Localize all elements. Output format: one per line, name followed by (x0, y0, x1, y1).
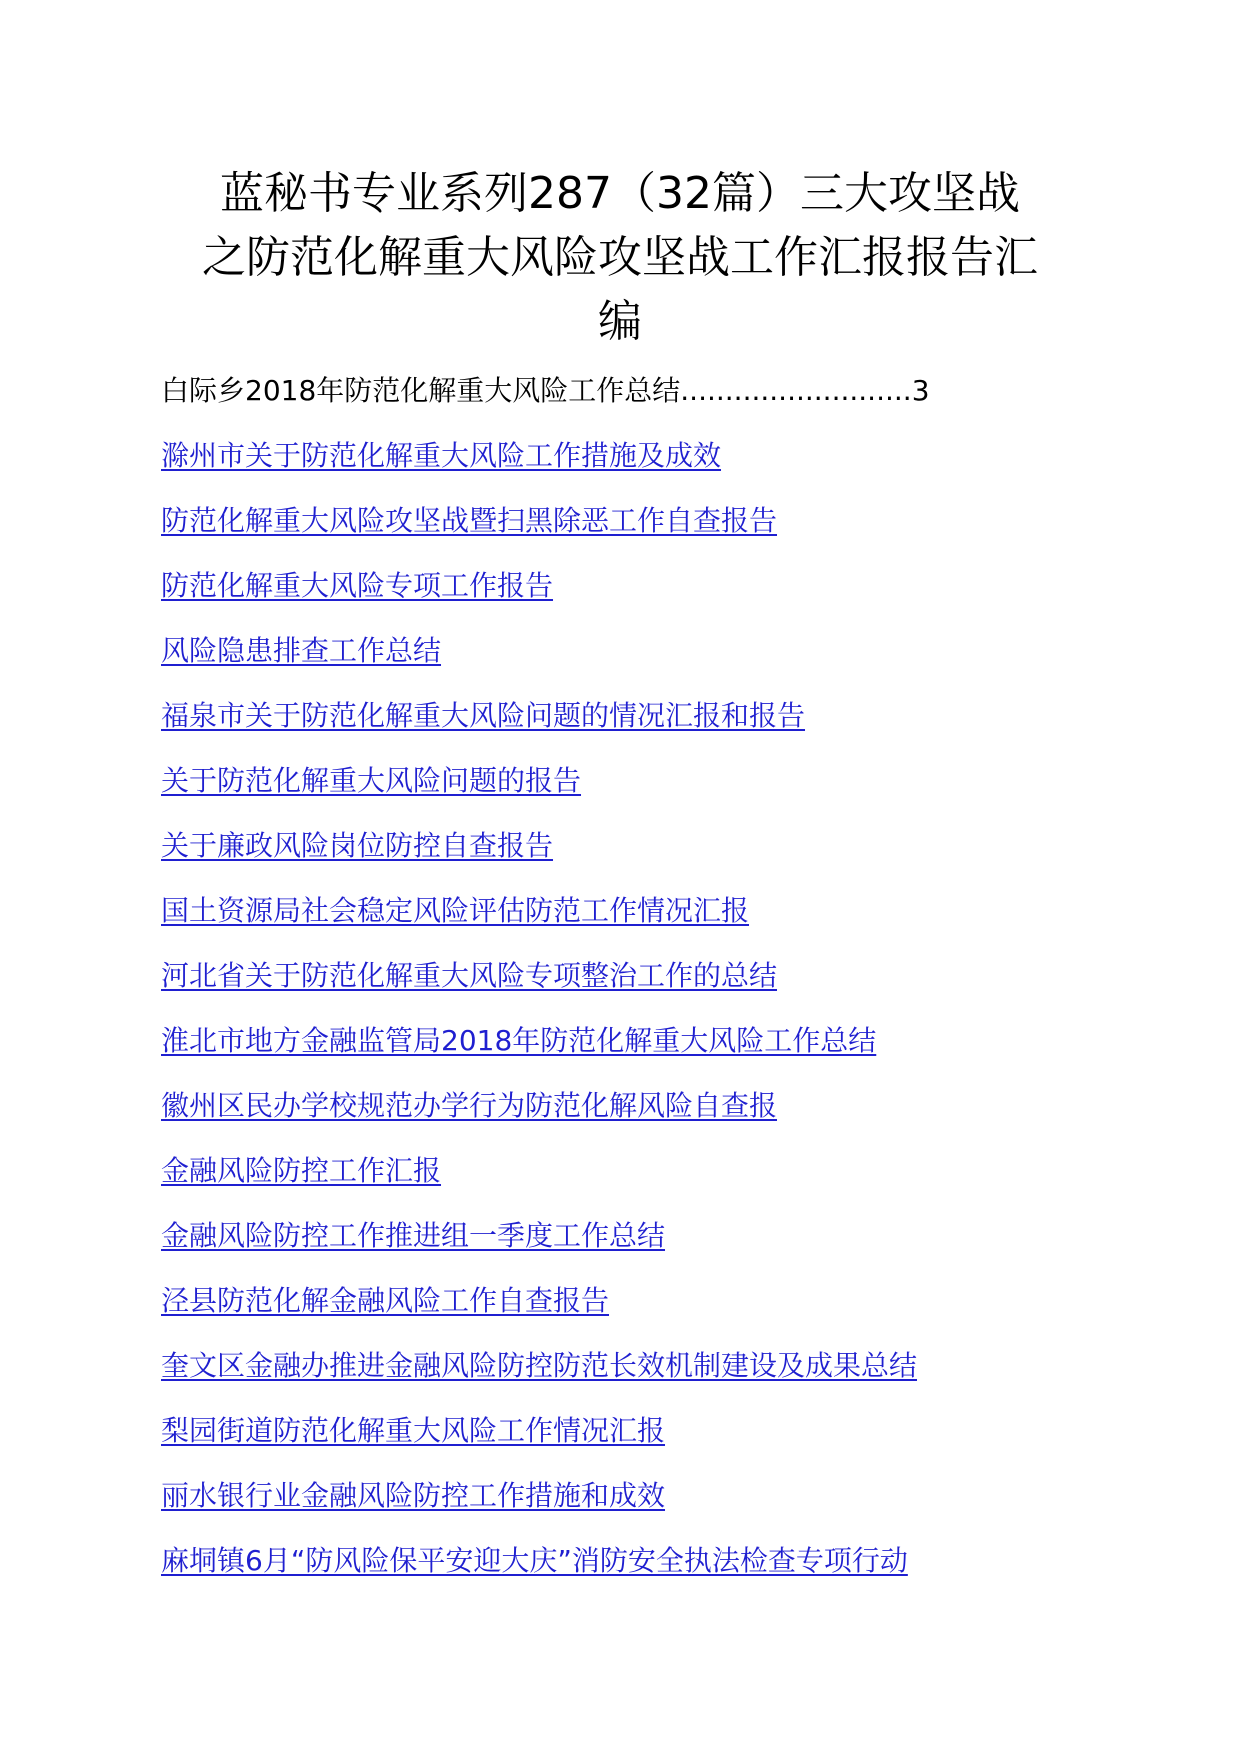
toc-entry (161, 1346, 1121, 1411)
toc-link[interactable]: 防范化解重大风险专项工作报告 (161, 569, 554, 602)
toc-entry (161, 1151, 1121, 1216)
toc-entry (161, 436, 1121, 501)
toc-link[interactable]: 徽州区民办学校规范办学行为防范化解风险自查报 (161, 1089, 778, 1122)
toc-entry (161, 826, 1121, 891)
toc-link[interactable]: 丽水银行业金融风险防控工作措施和成效 (161, 1479, 666, 1512)
toc-entry (161, 1541, 1121, 1606)
toc-link[interactable]: 金融风险防控工作汇报 (161, 1154, 442, 1187)
toc-entry (161, 1216, 1121, 1281)
toc-entry (161, 761, 1121, 826)
toc-entry (161, 891, 1121, 956)
toc-link[interactable]: 福泉市关于防范化解重大风险问题的情况汇报和报告 (161, 699, 806, 732)
toc-entry (161, 956, 1121, 1021)
toc-link[interactable]: 梨园街道防范化解重大风险工作情况汇报 (161, 1414, 666, 1447)
toc-entry-text: 白际乡2018年防范化解重大风险工作总结 (161, 374, 681, 407)
toc-entry (161, 696, 1121, 761)
toc-link[interactable]: 河北省关于防范化解重大风险专项整治工作的总结 (161, 959, 778, 992)
toc-link[interactable]: 金融风险防控工作推进组一季度工作总结 (161, 1219, 666, 1252)
toc-link[interactable]: 奎文区金融办推进金融风险防控防范长效机制建设及成果总结 (161, 1349, 918, 1382)
toc-entry (161, 1021, 1121, 1086)
toc-link[interactable]: 淮北市地方金融监管局2018年防范化解重大风险工作总结 (161, 1024, 877, 1057)
toc-link[interactable]: 滁州市关于防范化解重大风险工作措施及成效 (161, 439, 722, 472)
toc-link[interactable]: 防范化解重大风险攻坚战暨扫黑除恶工作自查报告 (161, 504, 778, 537)
toc-entry (161, 1281, 1121, 1346)
toc-page-number: 3 (911, 374, 930, 407)
toc-link[interactable]: 麻垌镇6月“防风险保平安迎大庆”消防安全执法检查专项行动 (161, 1544, 908, 1577)
toc-entry (161, 1086, 1121, 1151)
toc-link[interactable]: 关于廉政风险岗位防控自查报告 (161, 829, 554, 862)
toc-entry-first (161, 371, 1121, 436)
title-line-3: 编 (598, 296, 642, 347)
toc-leader-dots: .......................... (680, 374, 912, 407)
toc-link[interactable]: 泾县防范化解金融风险工作自查报告 (161, 1284, 610, 1317)
toc-entry (161, 566, 1121, 631)
toc-entry (161, 1411, 1121, 1476)
title-line-1: 蓝秘书专业系列287（32篇）三大攻坚战 (220, 168, 1020, 219)
toc-entry (161, 501, 1121, 566)
toc-entry (161, 1476, 1121, 1541)
toc-link[interactable]: 国土资源局社会稳定风险评估防范工作情况汇报 (161, 894, 750, 927)
toc-link[interactable]: 关于防范化解重大风险问题的报告 (161, 764, 582, 797)
table-of-contents (161, 371, 1121, 1606)
title-line-2: 之防范化解重大风险攻坚战工作汇报报告汇 (202, 232, 1038, 283)
toc-entry (161, 631, 1121, 696)
toc-link[interactable]: 风险隐患排查工作总结 (161, 634, 442, 667)
document-title (150, 162, 1090, 354)
